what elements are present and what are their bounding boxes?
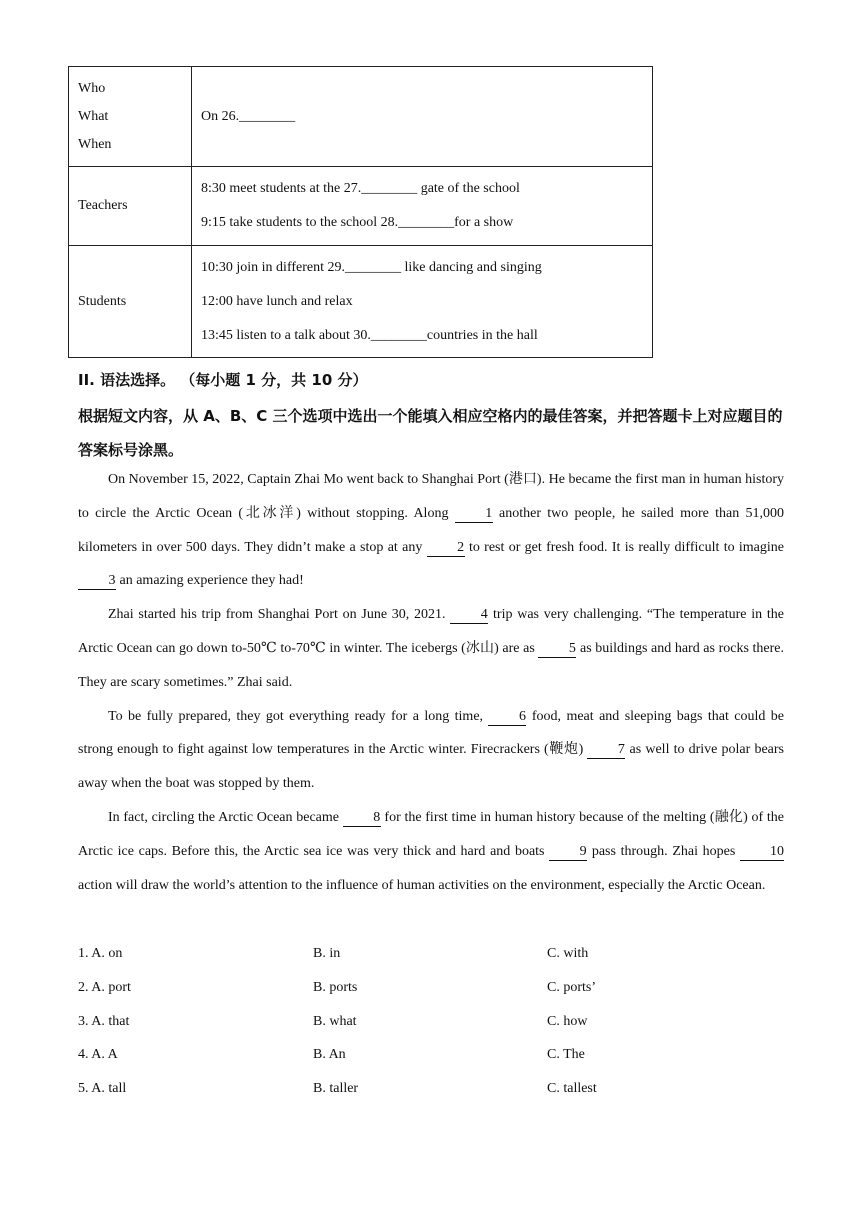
- passage-text: In fact, circling the Arctic Ocean became: [108, 809, 343, 825]
- option-a: 2. A. port: [78, 979, 131, 995]
- label-who: Who: [78, 80, 106, 96]
- passage-text: pass through. Zhai hopes: [587, 843, 740, 859]
- question-26-line: On 26.________: [201, 108, 296, 124]
- paragraph-4: [78, 801, 784, 902]
- question-28-line: 9:15 take students to the school 28.________for a show: [201, 215, 514, 230]
- option-b: B. what: [313, 1013, 357, 1029]
- label-when: When: [78, 136, 112, 152]
- option-a: 3. A. that: [78, 1013, 130, 1029]
- table-row: [69, 167, 653, 246]
- passage-text: as buildings and hard as rocks there. They are scary sometimes.” Zhai said.: [78, 640, 784, 690]
- option-row: [78, 1005, 788, 1039]
- schedule-line-lunch: 12:00 have lunch and relax: [201, 293, 353, 309]
- option-a: 4. A. A: [78, 1047, 118, 1063]
- section-title: II. 语法选择。 （每小题 1 分，共 10 分）: [78, 371, 368, 389]
- option-b: B. ports: [313, 979, 358, 995]
- blank-7: 7: [587, 742, 625, 759]
- students-label: Students: [69, 246, 192, 358]
- question-29-line: 10:30 join in different 29.________ like dancing and singing: [201, 259, 542, 275]
- option-a: 1. A. on: [78, 946, 123, 961]
- passage-text: Zhai started his trip from Shanghai Port on June 30, 2021.: [108, 607, 451, 623]
- blank-8: 8: [343, 810, 381, 827]
- row-content-cell: [192, 167, 653, 246]
- paragraph-1: [78, 463, 784, 598]
- option-c: C. The: [547, 1047, 585, 1063]
- option-a: 5. A. tall: [78, 1081, 127, 1097]
- option-c: C. how: [547, 1013, 588, 1029]
- schedule-table: [68, 66, 653, 358]
- blank-10: 10: [740, 844, 784, 861]
- option-b: B. taller: [313, 1081, 359, 1097]
- row-content-cell: [192, 246, 653, 358]
- table-row: [69, 246, 653, 358]
- option-c: C. with: [547, 946, 589, 961]
- blank-3: 3: [78, 573, 116, 590]
- passage-text: an amazing experience they had!: [116, 573, 304, 589]
- option-c: C. ports’: [547, 979, 596, 995]
- option-row: [78, 1038, 788, 1072]
- blank-9: 9: [549, 844, 587, 861]
- passage-text: To be fully prepared, they got everything ready for a long time,: [108, 708, 489, 724]
- answer-options: [78, 937, 788, 1106]
- option-b: B. in: [313, 946, 341, 961]
- passage-text: another two people, he sailed more than 51,000 kilometers in over 500 days. They didn’t make a stop at any: [78, 505, 785, 555]
- passage-text: to rest or get fresh food. It is really difficult to imagine: [464, 539, 784, 555]
- blank-2: 2: [427, 540, 465, 557]
- option-c: C. tallest: [547, 1081, 597, 1097]
- paragraph-3: [78, 700, 784, 801]
- label-what: What: [78, 108, 109, 124]
- option-row: [78, 937, 788, 971]
- paragraph-2: [78, 598, 784, 699]
- passage-text: for the first time in human history because of the melting (融化) of the Arctic ice caps. Before this, the Arctic sea ice was very thick and hard and boats: [78, 809, 784, 859]
- question-27-line: 8:30 meet students at the 27.________ gate of the school: [201, 181, 520, 196]
- table-row: [69, 67, 653, 167]
- reading-passage: [78, 463, 784, 902]
- passage-text: as well to drive polar bears away when the boat was stopped by them.: [78, 742, 784, 792]
- passage-text: food, meat and sleeping bags that could be strong enough to fight against low temperatures in the Arctic winter. Firecrackers (鞭炮): [78, 708, 784, 758]
- teachers-label: Teachers: [69, 167, 192, 246]
- passage-text: On November 15, 2022, Captain Zhai Mo went back to Shanghai Port (港口). He became the first man in human history to circle the Arctic Ocean (北冰洋) without stopping. Along: [78, 472, 784, 521]
- option-b: B. An: [313, 1047, 346, 1063]
- row-label-cell: [69, 67, 192, 167]
- blank-6: 6: [488, 709, 526, 726]
- passage-text: action will draw the world’s attention to the influence of human activities on the environment, especially the Arctic Ocean.: [78, 877, 766, 893]
- blank-4: 4: [450, 607, 488, 624]
- option-row: [78, 1072, 788, 1106]
- row-content-cell: [192, 67, 653, 167]
- passage-text: trip was very challenging. “The temperature in the Arctic Ocean can go down to-50℃ to-70℃ in winter. The icebergs (冰山) are as: [78, 607, 784, 656]
- option-row: [78, 971, 788, 1005]
- blank-1: 1: [455, 506, 493, 523]
- question-30-line: 13:45 listen to a talk about 30.________countries in the hall: [201, 327, 538, 343]
- blank-5: 5: [538, 641, 576, 658]
- section-instruction: 根据短文内容，从 A、B、C 三个选项中选出一个能填入相应空格内的最佳答案，并把答题卡上对应题目的答案标号涂黑。: [78, 407, 783, 459]
